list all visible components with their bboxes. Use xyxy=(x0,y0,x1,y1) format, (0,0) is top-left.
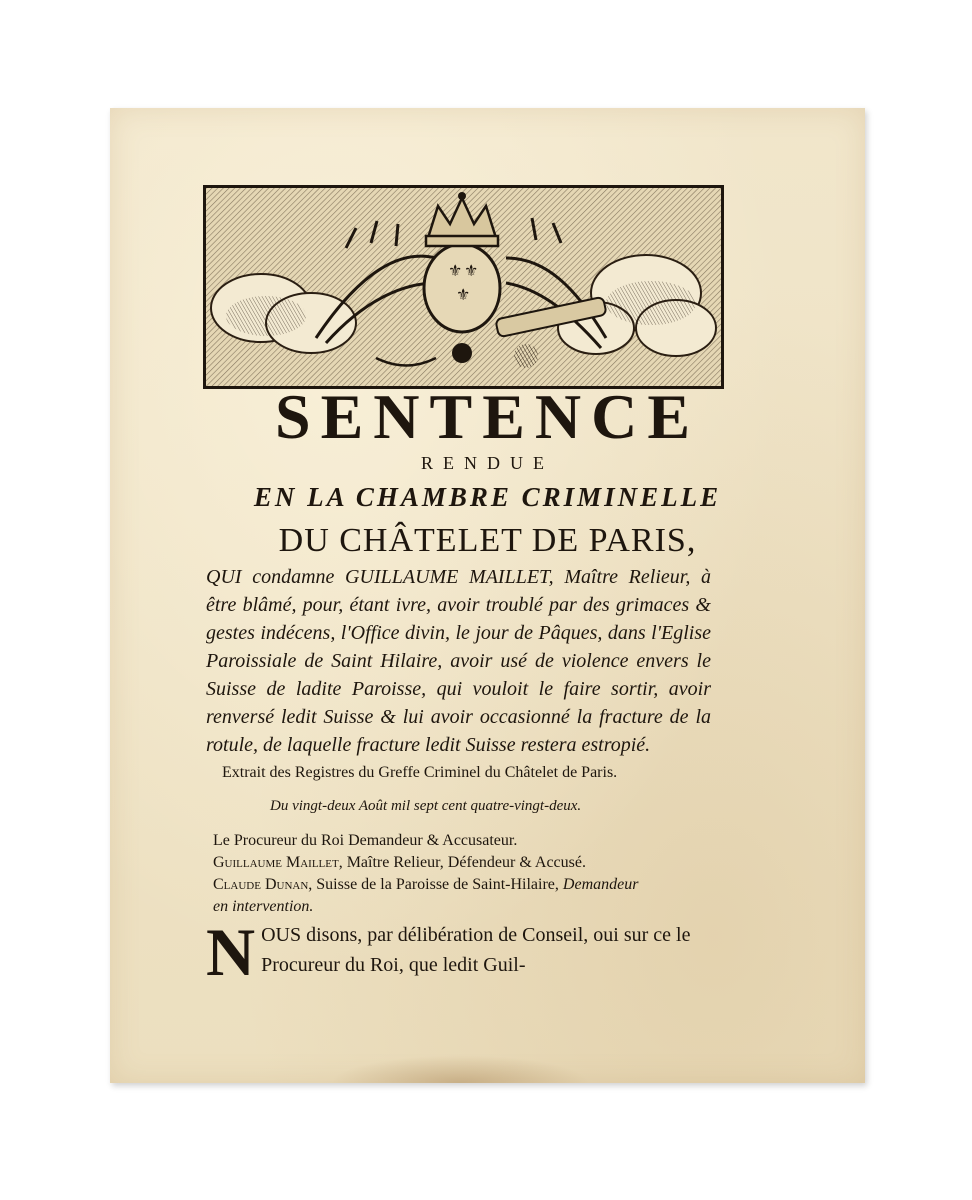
chamber-heading: EN LA CHAMBRE CRIMINELLE xyxy=(253,482,722,512)
party-defendant xyxy=(213,852,733,874)
svg-text:⚜: ⚜ xyxy=(448,261,463,280)
defendant-description: , Maître Relieur, Défendeur & Accusé. xyxy=(338,854,586,871)
svg-text:⚜: ⚜ xyxy=(456,285,471,304)
drop-cap: N xyxy=(206,914,256,990)
sentence-summary: QUI condamne GUILLAUME MAILLET, Maître Relieur, à être blâmé, pour, étant ivre, avoir troublé par des grimaces & gestes indécens, l'Office divin, le jour de Pâques, dans l'Eglise Paroissiale de Saint Hilaire, avoir usé de violence envers le Suisse de ladite Paroisse, qui vouloit le faire sortir, avoir renversé ledit Suisse & lui avoir occasionné la fracture de la rotule, de laquelle fracture ledit Suisse restera estropié. xyxy=(206,566,711,756)
paper-stain xyxy=(330,1055,590,1083)
crown-arms-engraving xyxy=(206,188,721,386)
register-extract-line: Extrait des Registres du Greffe Criminel du Châtelet de Paris. xyxy=(222,764,618,781)
intervenor-name: Claude Dunan xyxy=(213,876,309,893)
court-heading: DU CHÂTELET DE PARIS, xyxy=(278,522,697,559)
intervenor-role: Demandeur xyxy=(562,876,639,893)
document-page xyxy=(110,108,865,1083)
party-prosecutor: Le Procureur du Roi Demandeur & Accusateur. xyxy=(213,832,518,849)
intervenor-description: , Suisse de la Paroisse de Saint-Hilaire, xyxy=(308,876,559,893)
page-title: SENTENCE xyxy=(275,381,700,452)
subtitle-rendue: RENDUE xyxy=(421,453,554,473)
sentence-date: Du vingt-deux Août mil sept cent quatre-vingt-deux. xyxy=(270,798,582,814)
royal-arms-vignette xyxy=(203,185,724,389)
svg-text:⚜: ⚜ xyxy=(464,261,479,280)
intervenor-role-continued: en intervention. xyxy=(213,898,314,915)
party-intervenor xyxy=(213,874,733,896)
opening-text: OUS disons, par délibération de Conseil, oui sur ce le Procureur du Roi, que ledit Guil- xyxy=(261,924,691,976)
parties-list xyxy=(213,830,733,918)
defendant-name: Guillaume Maillet xyxy=(213,854,339,871)
opening-paragraph xyxy=(206,914,726,990)
